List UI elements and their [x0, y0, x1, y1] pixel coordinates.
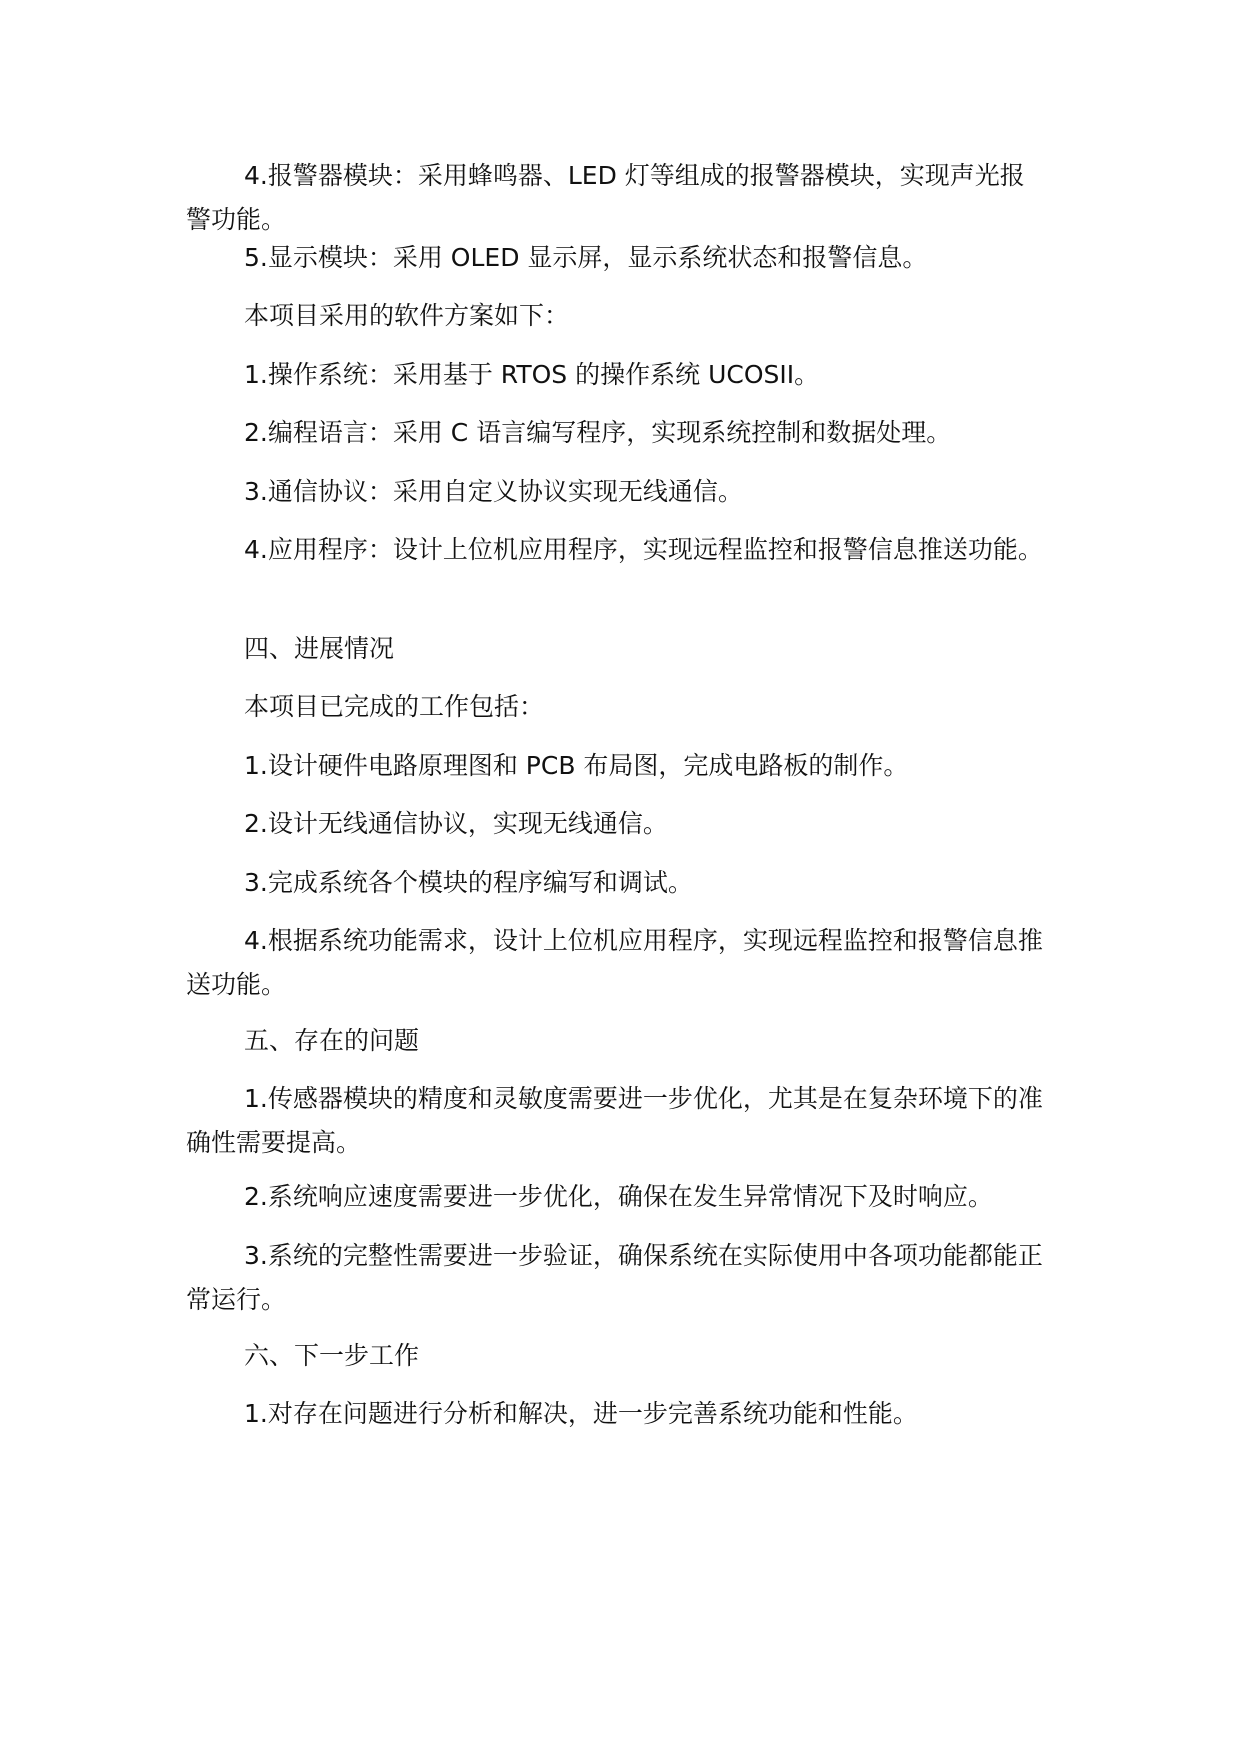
paragraph-alarm-module: 4.报警器模块：采用蜂鸣器、LED 灯等组成的报警器模块，实现声光报警功能。 [186, 161, 1025, 234]
paragraph-language: 2.编程语言：采用 C 语言编写程序，实现系统控制和数据处理。 [244, 418, 952, 447]
section-heading-next-steps: 六、下一步工作 [244, 1341, 420, 1370]
paragraph-next-1: 1.对存在问题进行分析和解决，进一步完善系统功能和性能。 [244, 1399, 918, 1428]
section-heading-progress: 四、进展情况 [244, 634, 395, 663]
paragraph-completed-2: 2.设计无线通信协议，实现无线通信。 [244, 809, 668, 838]
section-heading-problems: 五、存在的问题 [244, 1026, 420, 1055]
paragraph-protocol: 3.通信协议：采用自定义协议实现无线通信。 [244, 477, 743, 506]
paragraph-software-intro: 本项目采用的软件方案如下： [244, 301, 570, 330]
paragraph-application: 4.应用程序：设计上位机应用程序，实现远程监控和报警信息推送功能。 [244, 535, 1043, 564]
paragraph-completed-1: 1.设计硬件电路原理图和 PCB 布局图，完成电路板的制作。 [244, 751, 909, 780]
paragraph-completed-4: 4.根据系统功能需求，设计上位机应用程序，实现远程监控和报警信息推送功能。 [186, 926, 1043, 999]
paragraph-os: 1.操作系统：采用基于 RTOS 的操作系统 UCOSII。 [244, 360, 820, 389]
paragraph-completed-intro: 本项目已完成的工作包括： [244, 692, 545, 721]
paragraph-problem-2: 2.系统响应速度需要进一步优化，确保在发生异常情况下及时响应。 [244, 1182, 993, 1211]
paragraph-problem-1: 1.传感器模块的精度和灵敏度需要进一步优化，尤其是在复杂环境下的准确性需要提高。 [186, 1084, 1043, 1157]
paragraph-completed-3: 3.完成系统各个模块的程序编写和调试。 [244, 868, 693, 897]
paragraph-display-module: 5.显示模块：采用 OLED 显示屏，显示系统状态和报警信息。 [244, 243, 928, 272]
paragraph-problem-3: 3.系统的完整性需要进一步验证，确保系统在实际使用中各项功能都能正常运行。 [186, 1241, 1043, 1314]
